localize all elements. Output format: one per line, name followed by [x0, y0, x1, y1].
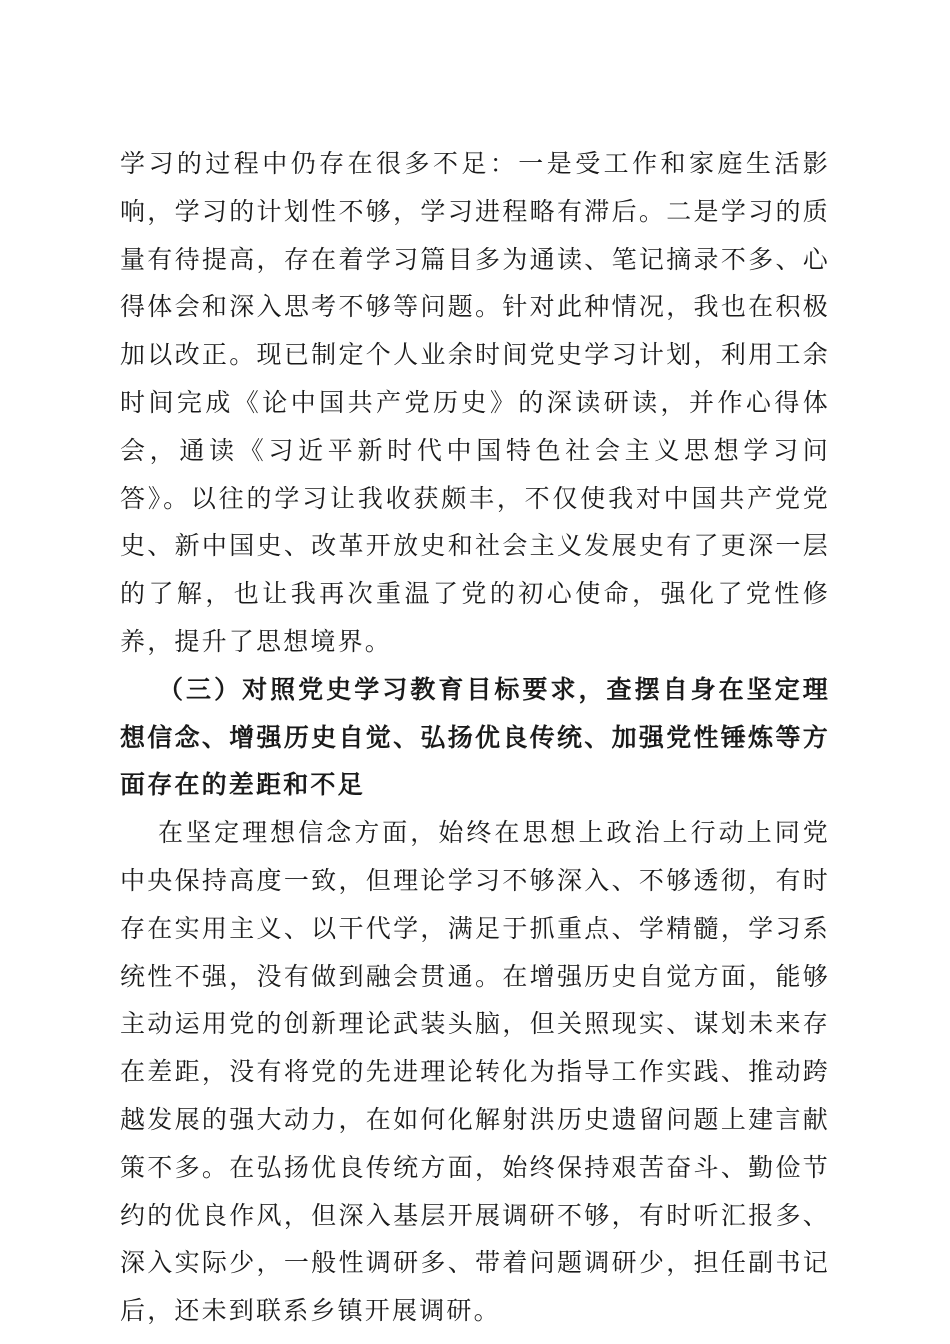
- body-paragraph-2: 在坚定理想信念方面，始终在思想上政治上行动上同党中央保持高度一致，但理论学习不够深入、不够透彻，有时存在实用主义、以干代学，满足于抓重点、学精髓，学习系统性不强，没有做到融会贯通。在增强历史自觉方面，能够主动运用党的创新理论武装头脑，但关照现实、谋划未来存在差距，没有将党的先进理论转化为指导工作实践、推动跨越发展的强大动力，在如何化解射洪历史遗留问题上建言献策不多。在弘扬优良传统方面，始终保持艰苦奋斗、勤俭节约的优良作风，但深入基层开展调研不够，有时听汇报多、深入实际少，一般性调研多、带着问题调研少，担任副书记后，还未到联系乡镇开展调研。: [120, 818, 830, 1326]
- document-body: [120, 140, 830, 1335]
- body-paragraph-1: 学习的过程中仍存在很多不足：一是受工作和家庭生活影响，学习的计划性不够，学习进程略有滞后。二是学习的质量有待提高，存在着学习篇目多为通读、笔记摘录不多、心得体会和深入思考不够等问题。针对此种情况，我也在积极加以改正。现已制定个人业余时间党史学习计划，利用工余时间完成《论中国共产党历史》的深读研读，并作心得体会，通读《习近平新时代中国特色社会主义思想学习问答》。以往的学习让我收获颇丰，不仅使我对中国共产党党史、新中国史、改革开放史和社会主义发展史有了更深一层的了解，也让我再次重温了党的初心使命，强化了党性修养，提升了思想境界。: [120, 149, 830, 656]
- section-heading-3: （三）对照党史学习教育目标要求，查摆自身在坚定理想信念、增强历史自觉、弘扬优良传统、加强党性锤炼等方面存在的差距和不足: [120, 674, 830, 800]
